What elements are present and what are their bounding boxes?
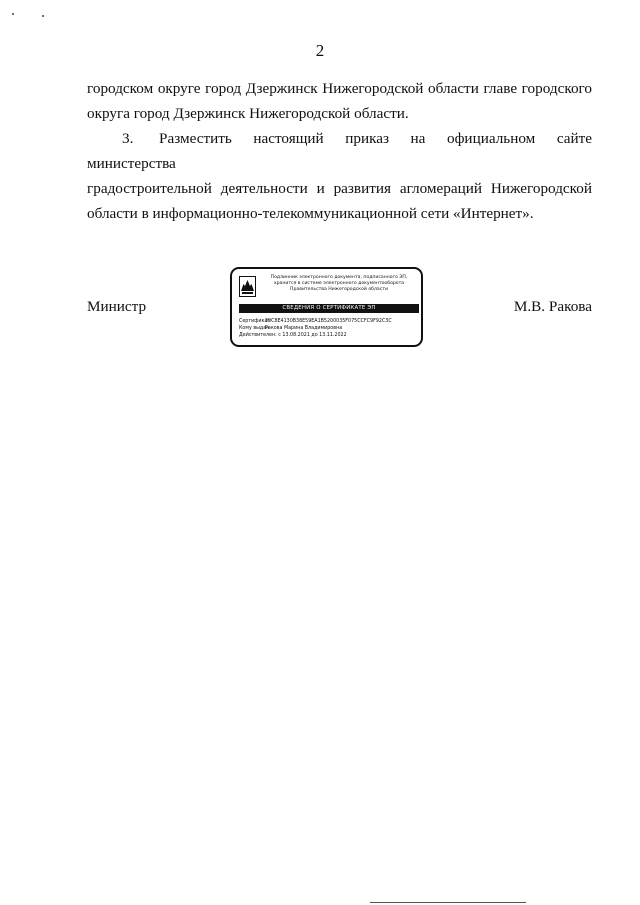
scan-speck bbox=[12, 13, 14, 15]
item-3-paragraph bbox=[87, 126, 592, 226]
item-3-line-1-text: Разместить настоящий приказ на официальном сайте министерства bbox=[87, 130, 592, 172]
continuation-paragraph: городском округе город Дзержинск Нижегородской области главе городского округа город Дзержинск Нижегородской области. bbox=[87, 80, 592, 122]
validity-label: Действителен: bbox=[239, 333, 277, 338]
validity-value: с 13.08.2021 до 13.11.2022 bbox=[278, 333, 347, 338]
certificate-value: 39C8E4130B38E59EA1B5200035F075CCFC9F92C3C bbox=[265, 319, 392, 324]
coat-of-arms-icon bbox=[239, 276, 256, 297]
item-3-line-3: области в информационно-телекоммуникационной сети «Интернет». bbox=[87, 205, 534, 222]
stamp-header-line-1: Подлинник электронного документа, подписанного ЭП, bbox=[270, 275, 408, 280]
issued-to-row bbox=[239, 325, 421, 332]
signatory-name: М.В. Ракова bbox=[513, 298, 592, 315]
certificate-label: Сертификат bbox=[239, 319, 271, 324]
issued-to-value: Ракова Марина Владимировна bbox=[265, 326, 343, 331]
item-3-line-2: градостроительной деятельности и развития агломераций Нижегородской bbox=[87, 180, 592, 197]
stamp-header-line-2: хранится в системе электронного документооборота bbox=[273, 281, 405, 287]
validity-row bbox=[239, 332, 421, 339]
certificate-row bbox=[239, 318, 421, 325]
item-3-number: 3. bbox=[122, 130, 134, 147]
electronic-signature-stamp bbox=[230, 267, 423, 347]
stamp-header bbox=[258, 275, 420, 294]
signatory-position: Министр bbox=[87, 298, 147, 315]
issued-to-label: Кому выдан bbox=[239, 326, 270, 331]
scan-speck bbox=[42, 15, 44, 17]
stamp-header-line-3: Правительства Нижегородской области bbox=[290, 287, 388, 293]
certificate-details bbox=[239, 318, 421, 339]
page-number: 2 bbox=[315, 41, 325, 60]
item-3-line-1 bbox=[87, 126, 592, 176]
bottom-rule bbox=[370, 902, 526, 903]
certificate-info-bar: СВЕДЕНИЯ О СЕРТИФИКАТЕ ЭП bbox=[239, 304, 419, 313]
